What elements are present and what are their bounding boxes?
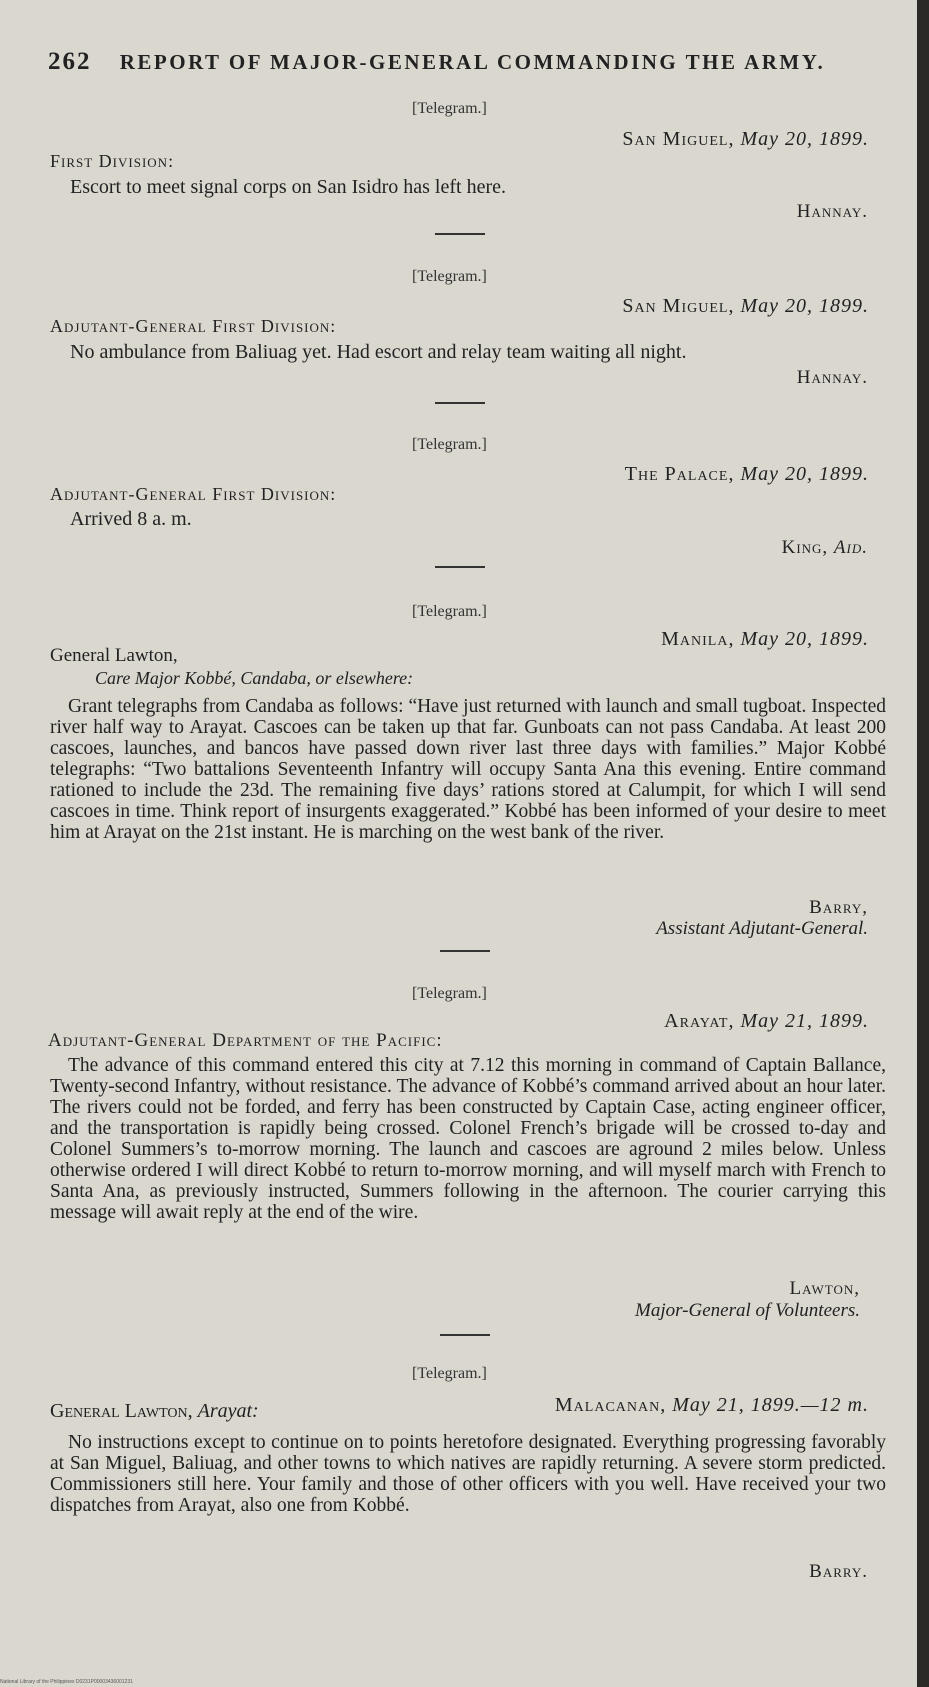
message-addressee	[50, 1400, 259, 1423]
message-dateline	[449, 463, 869, 486]
message-signature: Lawton,	[789, 1278, 860, 1299]
message-signature: Barry.	[809, 1561, 868, 1582]
telegram-label: [Telegram.]	[412, 436, 487, 453]
message-signature	[568, 537, 868, 559]
telegram-label: [Telegram.]	[412, 268, 487, 285]
telegram-label: [Telegram.]	[412, 1365, 487, 1382]
message-body: No instructions except to continue on to points heretofore designated. Everything progressing favorably at San Miguel, Baliuag, and other towns to which natives are rapidly returning. A severe storm predicted. Commissioners still here. Your family and those of other officers with you well. Have received your two dispatches from Arayat, also one from Kobbé.	[50, 1432, 886, 1516]
page-edge-shadow	[917, 0, 929, 1687]
section-divider	[435, 566, 485, 568]
message-addressee: Adjutant-General First Division:	[50, 316, 337, 336]
signature-title: Major-General of Volunteers.	[635, 1300, 860, 1321]
telegram-label: [Telegram.]	[412, 100, 487, 117]
message-addressee	[50, 645, 178, 667]
section-divider	[435, 233, 485, 235]
message-addressee: Adjutant-General First Division:	[50, 484, 337, 504]
running-title: REPORT OF MAJOR-GENERAL COMMANDING THE ARMY.	[119, 50, 826, 74]
message-addressee: First Division:	[50, 151, 175, 171]
message-date: May 20, 1899.	[740, 128, 869, 150]
message-body: No ambulance from Baliuag yet. Had escort and relay team waiting all night.	[70, 341, 687, 363]
message-place: The Palace,	[624, 463, 735, 485]
message-date: May 20, 1899.	[740, 295, 869, 317]
signature-title: Aid.	[833, 537, 868, 558]
message-date: May 20, 1899.	[740, 463, 869, 485]
message-dateline	[449, 628, 869, 651]
message-dateline	[449, 128, 869, 151]
message-place: Malacanan,	[554, 1394, 667, 1416]
addressee-name: General Lawton,	[50, 1400, 193, 1422]
message-addressee: Adjutant-General Department of the Pacific:	[48, 1030, 443, 1051]
message-body: The advance of this command entered this city at 7.12 this morning in command of Captain Ballance, Twenty-second Infantry, without resistance. The advance of Kobbé’s command arrived about an hour later. The rivers could not be forded, and ferry has been constructed by Captain Case, acting engineer officer, and the transportation is rapidly being crossed. Colonel French’s brigade will be crossed to-day and Colonel Summers’s to-morrow morning. The launch and cascoes are aground 2 miles below. Unless otherwise ordered I will direct Kobbé to return to-morrow morning, and will myself march with French to Santa Ana, as previously instructed, Summers following in the afternoon. The courier carrying this message will await reply at the end of the wire.	[50, 1055, 886, 1223]
telegram-label: [Telegram.]	[412, 603, 487, 620]
message-dateline	[449, 295, 869, 318]
signature-name: King,	[781, 537, 829, 558]
telegram-label: [Telegram.]	[412, 985, 487, 1002]
section-divider	[440, 950, 490, 952]
message-body: Grant telegraphs from Candaba as follows: “Have just returned with launch and small tugboat. Inspected river half way to Arayat. Cascoes can be taken up that far. Gunboats can not pass Candaba. At least 200 cascoes, launches, and bancos have passed down river last three days with families.” Major Kobbé telegraphs: “Two battalions Seventeenth Infantry will occupy Santa Ana this evening. Entire command rationed to include the 23d. The remaining five days’ rations stored at Calumpit, for which I will send cascoes in time. Think report of insurgents exaggerated.” Kobbé has been informed of your desire to meet him at Arayat on the 21st instant. He is marching on the west bank of the river.	[50, 696, 886, 843]
addressee-name: General Lawton,	[50, 645, 178, 666]
section-divider	[435, 402, 485, 404]
message-place: San Miguel,	[622, 295, 735, 317]
message-body: Arrived 8 a. m.	[70, 508, 192, 530]
message-date: May 21, 1899.	[740, 1010, 869, 1032]
addressee-place: Arayat:	[197, 1400, 259, 1422]
message-signature: Hannay.	[796, 201, 868, 222]
message-signature: Hannay.	[796, 367, 868, 388]
message-date: May 21, 1899.—12 m.	[672, 1394, 869, 1416]
message-dateline	[449, 1010, 869, 1033]
message-addressee-sub: Care Major Kobbé, Candaba, or elsewhere:	[95, 668, 414, 688]
digitization-footer: National Library of the Philippines D0231P00003436001231	[0, 1679, 133, 1685]
message-body: Escort to meet signal corps on San Isidro has left here.	[70, 176, 506, 198]
message-date: May 20, 1899.	[740, 628, 869, 650]
message-signature: Barry,	[809, 897, 868, 918]
page-header	[48, 48, 858, 76]
section-divider	[440, 1334, 490, 1336]
message-place: Manila,	[661, 628, 735, 650]
message-dateline	[449, 1394, 869, 1417]
message-place: Arayat,	[664, 1010, 735, 1032]
signature-title: Assistant Adjutant-General.	[656, 918, 868, 939]
message-place: San Miguel,	[622, 128, 735, 150]
page-number: 262	[48, 48, 92, 75]
